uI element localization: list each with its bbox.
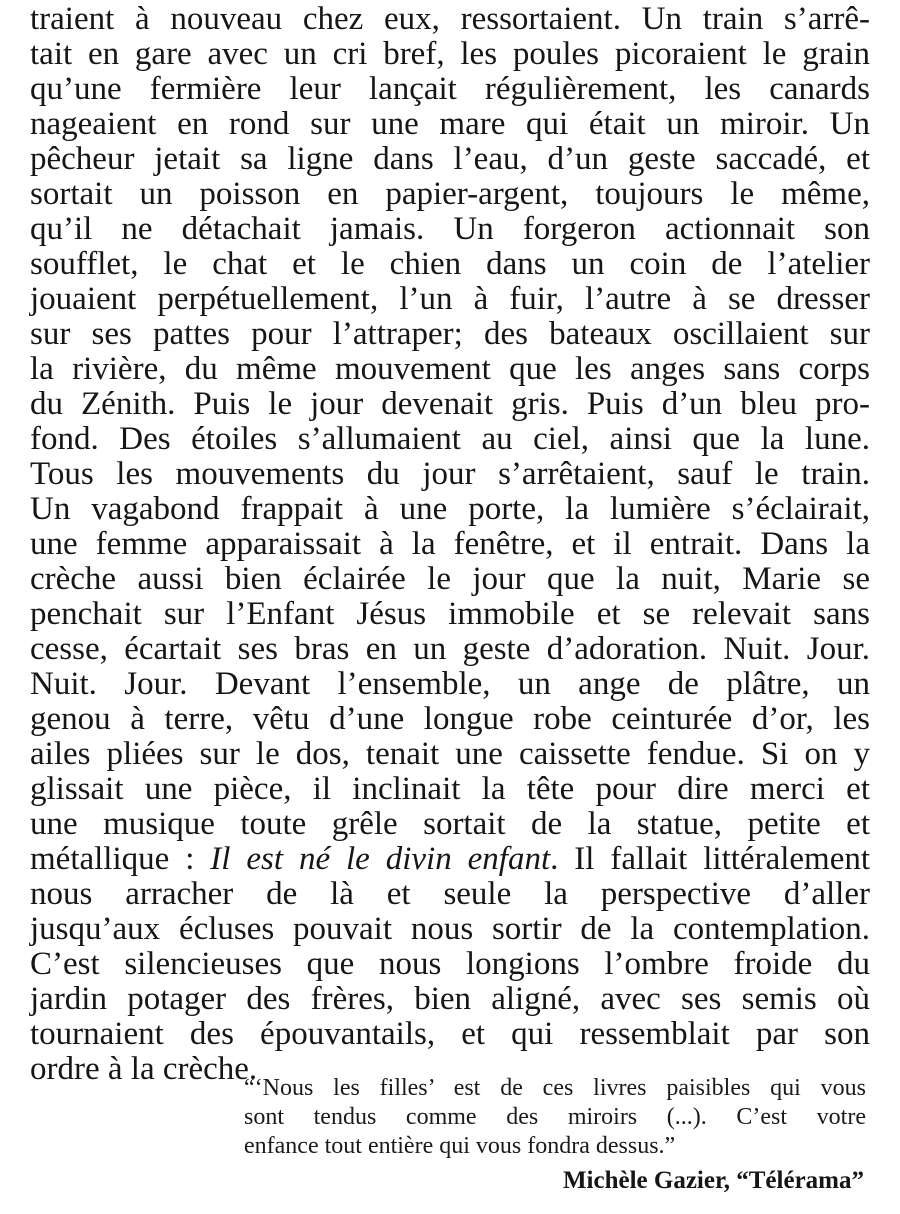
text-line: tournaient des épouvantails, et qui ressemblait par son	[30, 1016, 870, 1052]
text-line: cesse, écartait ses bras en un geste d’adoration. Nuit. Jour.	[30, 631, 870, 667]
text-line: jusqu’aux écluses pouvait nous sortir de la contemplation.	[30, 911, 870, 947]
text-line: jardin potager des frères, bien aligné, avec ses semis où	[30, 981, 870, 1017]
text-line: soufflet, le chat et le chien dans un coin de l’atelier	[30, 246, 870, 282]
text-line: Tous les mouvements du jour s’arrêtaient, sauf le train.	[30, 456, 870, 492]
text-line: sortait un poisson en papier-argent, toujours le même,	[30, 176, 870, 212]
text-line: crèche aussi bien éclairée le jour que la nuit, Marie se	[30, 561, 870, 597]
text-line: du Zénith. Puis le jour devenait gris. Puis d’un bleu pro-	[30, 386, 870, 422]
text-line: fond. Des étoiles s’allumaient au ciel, ainsi que la lune.	[30, 421, 870, 457]
text-line: nageaient en rond sur une mare qui était un miroir. Un	[30, 106, 870, 142]
text-line: C’est silencieuses que nous longions l’ombre froide du	[30, 946, 870, 982]
italic-song-title: Il est né le divin enfant	[210, 841, 551, 877]
text-line: penchait sur l’Enfant Jésus immobile et se relevait sans	[30, 596, 870, 632]
quote-line: “‘Nous les filles’ est de ces livres paisibles qui vous	[244, 1075, 866, 1101]
text-line: qu’une fermière leur lançait régulièrement, les canards	[30, 71, 870, 107]
text-line: sur ses pattes pour l’attraper; des bateaux oscillaient sur	[30, 316, 870, 352]
text-line: glissait une pièce, il inclinait la tête pour dire merci et	[30, 771, 870, 807]
text-line: la rivière, du même mouvement que les anges sans corps	[30, 351, 870, 387]
italic-line-suffix: . Il fallait littéralement	[550, 841, 871, 877]
text-line: Nuit. Jour. Devant l’ensemble, un ange de plâtre, un	[30, 666, 870, 702]
text-line: une femme apparaissait à la fenêtre, et il entrait. Dans la	[30, 526, 870, 562]
text-line-last: ordre à la crèche.	[30, 1051, 258, 1087]
text-line: une musique toute grêle sortait de la statue, petite et	[30, 806, 870, 842]
text-line: pêcheur jetait sa ligne dans l’eau, d’un geste saccadé, et	[30, 141, 870, 177]
quote-line: sont tendus comme des miroirs (...). C’est votre	[244, 1104, 866, 1130]
text-line: nous arracher de là et seule la perspective d’aller	[30, 876, 870, 912]
quote-attribution: Michèle Gazier, “Télérama”	[562, 1167, 864, 1194]
text-line: jouaient perpétuellement, l’un à fuir, l’autre à se dresser	[30, 281, 870, 317]
text-line: qu’il ne détachait jamais. Un forgeron actionnait son	[30, 211, 870, 247]
text-line: tait en gare avec un cri bref, les poules picoraient le grain	[30, 36, 870, 72]
text-line: traient à nouveau chez eux, ressortaient. Un train s’arrê-	[30, 1, 870, 37]
text-line-with-italic-title	[30, 842, 870, 877]
quote-line: enfance tout entière qui vous fondra dessus.”	[244, 1133, 676, 1159]
text-line: Un vagabond frappait à une porte, la lumière s’éclairait,	[30, 491, 870, 527]
text-line: ailes pliées sur le dos, tenait une caissette fendue. Si on y	[30, 736, 870, 772]
body-text	[30, 2, 870, 1087]
italic-line-prefix: métallique :	[30, 841, 211, 877]
text-line: genou à terre, vêtu d’une longue robe ceinturée d’or, les	[30, 701, 870, 737]
review-quote	[244, 1074, 866, 1161]
